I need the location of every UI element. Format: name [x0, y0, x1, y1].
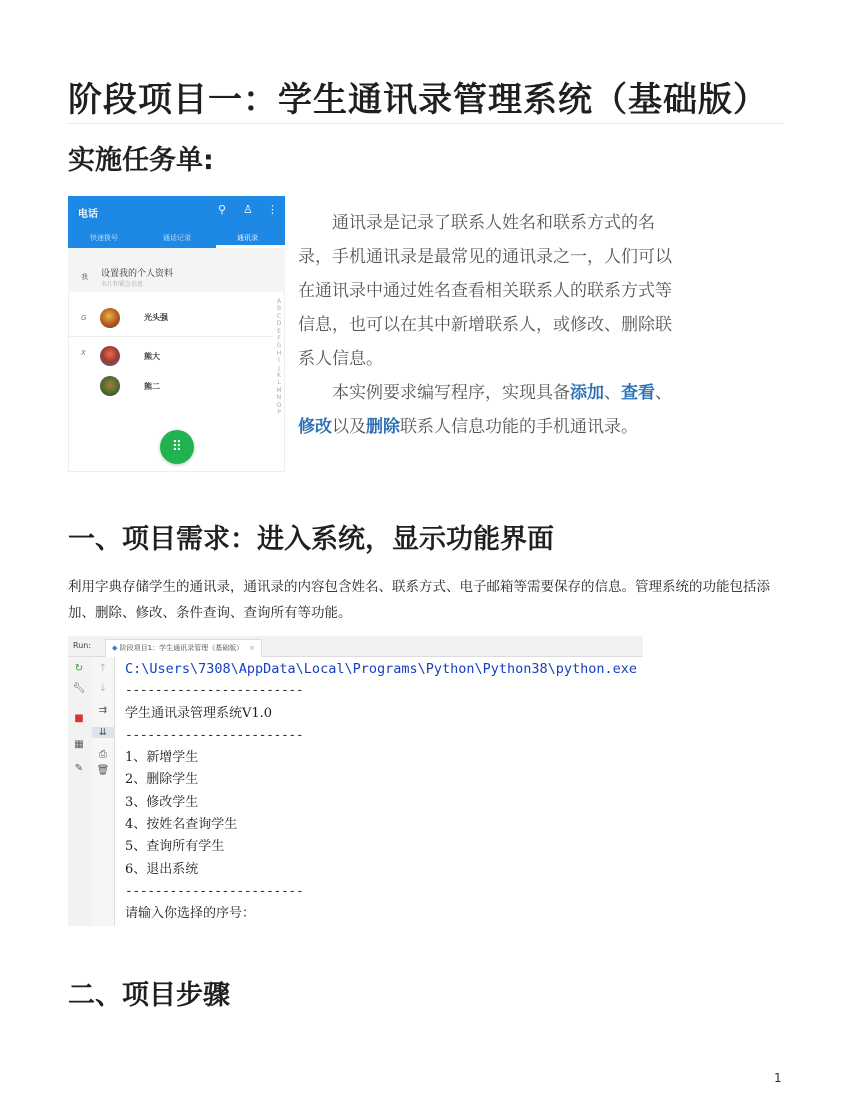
rerun-icon[interactable]: ↻ [74, 663, 84, 674]
separator-text: 、 [655, 383, 672, 403]
alphabet-index-letter[interactable]: K [277, 372, 281, 380]
intro-text-and: 以及 [332, 417, 366, 437]
alphabet-index-letter[interactable]: G [276, 342, 282, 350]
console-separator: ------------------------ [125, 883, 304, 899]
console-system-title: 学生通讯录管理系统V1.0 [125, 705, 273, 721]
setup-profile-subtitle: 名片和紧急信息 [101, 281, 144, 288]
arrow-down-icon[interactable]: ↓ [98, 683, 108, 694]
contact-name[interactable]: 光头强 [144, 313, 168, 322]
avatar [100, 308, 120, 328]
alphabet-index-letter[interactable]: I [278, 357, 280, 365]
alphabet-index-letter[interactable]: D [276, 320, 282, 328]
intro-text [298, 206, 678, 444]
run-tab-label: 阶段项目1：学生通讯录管理（基础版） [119, 644, 244, 652]
contact-name[interactable]: 熊二 [144, 382, 160, 391]
alphabet-index[interactable] [275, 298, 283, 417]
console-left-toolbar [68, 657, 93, 926]
wrench-icon[interactable]: 🔧︎ [72, 683, 86, 694]
keyword-edit: 修改 [298, 417, 332, 437]
section-heading-steps: 二、项目步骤 [68, 980, 230, 1011]
scroll-to-end-icon[interactable]: ⇊ [92, 727, 114, 738]
console-separator: ------------------------ [125, 683, 304, 699]
setup-profile-title: 设置我的个人资料 [101, 269, 174, 279]
phone-app-title: 电话 [78, 209, 98, 220]
keyword-add: 添加 [570, 383, 604, 403]
alphabet-index-letter[interactable]: L [277, 379, 281, 387]
alphabet-index-letter[interactable]: C [276, 312, 282, 320]
divider [68, 336, 273, 337]
intro-paragraph-1: 通讯录是记录了联系人姓名和联系方式的名录，手机通讯录是最常见的通讯录之一，人们可以在通讯录中通过姓名查看相关联系人的联系方式等信息，也可以在其中新增联系人，或修改、删除联系人信息。 [298, 213, 672, 369]
keyword-view: 查看 [621, 383, 655, 403]
print-icon[interactable]: ⎙ [99, 749, 107, 760]
pin-icon[interactable]: ✎ [74, 763, 84, 774]
intro-text-end: 联系人信息功能的手机通讯录。 [400, 417, 638, 437]
alphabet-index-letter[interactable]: F [277, 335, 281, 343]
run-console-screenshot [68, 636, 643, 926]
console-menu-item: 4、按姓名查询学生 [125, 817, 238, 833]
person-icon[interactable]: ♙ [243, 203, 253, 216]
alphabet-index-letter[interactable]: P [277, 409, 281, 417]
alphabet-index-letter[interactable]: E [277, 327, 281, 335]
stop-icon[interactable]: ■ [74, 713, 84, 724]
section-heading-requirements: 一、项目需求：进入系统，显示功能界面 [68, 524, 554, 555]
alphabet-index-letter[interactable]: J [278, 364, 280, 372]
intro-paragraph-2: 本实例要求编写程序，实现具备 [332, 383, 570, 403]
contact-name[interactable]: 熊大 [144, 352, 160, 361]
alphabet-index-letter[interactable]: B [276, 305, 282, 313]
alphabet-index-letter[interactable]: N [276, 394, 282, 402]
dialpad-icon: ⠿ [171, 439, 183, 455]
close-icon[interactable]: × [249, 644, 255, 652]
layout-icon[interactable]: ▦ [74, 739, 84, 750]
keyword-delete: 删除 [366, 417, 400, 437]
trash-icon[interactable]: 🗑︎ [96, 765, 110, 776]
alphabet-index-letter[interactable]: O [276, 401, 282, 409]
console-interpreter-path: C:\Users\7308\AppData\Local\Programs\Python\Python38\python.exe [125, 661, 638, 677]
console-menu-item: 3、修改学生 [125, 794, 199, 810]
console-menu-item: 6、退出系统 [125, 861, 199, 877]
arrow-up-icon[interactable]: ↑ [98, 663, 108, 674]
page-title: 阶段项目一：学生通讯录管理系统（基础版） [68, 80, 768, 120]
avatar [100, 346, 120, 366]
me-label: 我 [81, 273, 88, 281]
console-prompt[interactable]: 请输入你选择的序号： [125, 906, 256, 922]
soft-wrap-icon[interactable]: ⇉ [98, 705, 108, 716]
alphabet-index-letter[interactable]: A [276, 298, 282, 305]
title-divider [68, 123, 784, 124]
console-separator: ------------------------ [125, 727, 304, 743]
console-menu-item: 5、查询所有学生 [125, 839, 225, 855]
run-toolbar [68, 636, 643, 657]
avatar [100, 376, 120, 396]
alphabet-index-letter[interactable]: H [276, 349, 282, 357]
run-tab[interactable] [105, 639, 262, 657]
run-label: Run: [73, 641, 92, 650]
dialpad-button[interactable] [160, 430, 194, 464]
console-menu-item: 1、新增学生 [125, 750, 199, 766]
console-second-toolbar [92, 657, 115, 926]
console-menu-item: 2、删除学生 [125, 772, 199, 788]
page-number: 1 [774, 1071, 782, 1085]
console-output [125, 658, 637, 926]
tab-contacts[interactable]: 通讯录 [237, 234, 258, 242]
tab-call-log[interactable]: 通话记录 [163, 234, 191, 242]
tab-speed-dial[interactable]: 快速拨号 [90, 234, 118, 242]
separator-text: 、 [604, 383, 621, 403]
subtitle: 实施任务单: [68, 145, 214, 176]
search-icon[interactable]: ⚲ [218, 203, 227, 216]
phone-contacts-screenshot [68, 196, 285, 472]
alphabet-index-letter[interactable]: M [276, 386, 282, 394]
python-icon: ◆ [112, 644, 118, 652]
section-letter: G [81, 314, 87, 322]
section-letter: X [81, 349, 86, 357]
requirements-paragraph: 利用字典存储学生的通讯录，通讯录的内容包含姓名、联系方式、电子邮箱等需要保存的信息。管理系统的功能包括添加、删除、修改、条件查询、查询所有等功能。 [68, 579, 770, 621]
more-icon[interactable]: ⋮ [267, 203, 278, 216]
